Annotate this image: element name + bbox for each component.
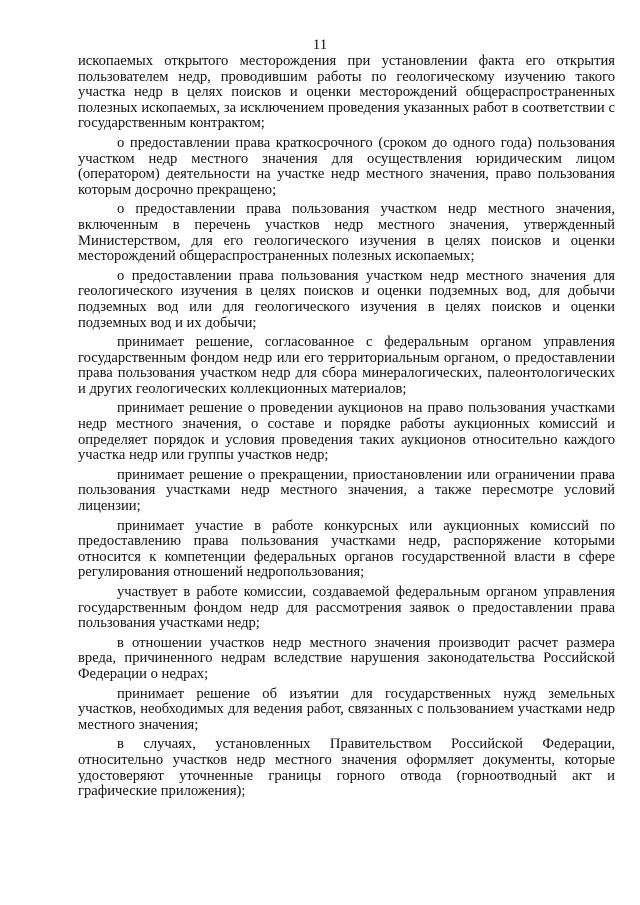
paragraph: о предоставлении права краткосрочного (сроком до одного года) пользования участком недр местного значения для осуществления юридическим лицом (оператором) деятельности на участке недр местного значения, право пользования которым досрочно прекращено; <box>78 134 615 198</box>
paragraph: участвует в работе комиссии, создаваемой федеральным органом управления государственным фондом недр для рассмотрения заявок о предоставлении права пользования участками недр; <box>78 584 615 632</box>
paragraph: принимает решение об изъятии для государственных нужд земельных участков, необходимых для ведения работ, связанных с пользованием участками недр местного значения; <box>78 685 615 733</box>
paragraph: принимает решение о прекращении, приостановлении или ограничении права пользования участками недр местного значения, а также пересмотре условий лицензии; <box>78 466 615 515</box>
page-number: 11 <box>312 37 328 53</box>
body-text <box>78 54 615 804</box>
paragraph: принимает решение, согласованное с федеральным органом управления государственным фондом недр или его территориальным органом, о предоставлении права пользования участком недр для сбора минералогических, палеонтологических и других геологических коллекционных материалов; <box>78 334 615 397</box>
paragraph: в отношении участков недр местного значения производит расчет размера вреда, причиненного недрам вследствие нарушения законодательства Российской Федерации о недрах; <box>78 634 615 682</box>
paragraph: принимает решение о проведении аукционов на право пользования участками недр местного значения, о составе и порядке работы аукционных комиссий и определяет порядок и условия проведения таких аукционов относительно каждого участка недр или группы участков недр; <box>78 400 615 464</box>
paragraph: о предоставлении права пользования участком недр местного значения, включенным в перечень участков недр местного значения, утвержденный Министерством, для его геологического изучения в целях поисков и оценки месторождений общераспространенных полезных ископаемых; <box>78 201 615 265</box>
paragraph: о предоставлении права пользования участком недр местного значения для геологического изучения в целях поисков и оценки подземных вод, для добычи подземных вод или для геологического изучения в целях поисков и оценки подземных вод и их добычи; <box>78 267 615 331</box>
paragraph: в случаях, установленных Правительством Российской Федерации, относительно участков недр местного значения оформляет документы, которые удостоверяют уточненные границы горного отвода (горноотводный акт и графические приложения); <box>78 736 615 800</box>
paragraph: принимает участие в работе конкурсных или аукционных комиссий по предоставлению права пользования участками недр, распоряжение которыми относится к компетенции федеральных органов государственной власти в сфере регулирования отношений недропользования; <box>78 517 615 581</box>
paragraph: ископаемых открытого месторождения при установлении факта его открытия пользователем недр, проводившим работы по геологическому изучению такого участка недр в целях поисков и оценки месторождений общераспространенных полезных ископаемых, за исключением проведения указанных работ в соответствии с государственным контрактом; <box>78 53 615 132</box>
